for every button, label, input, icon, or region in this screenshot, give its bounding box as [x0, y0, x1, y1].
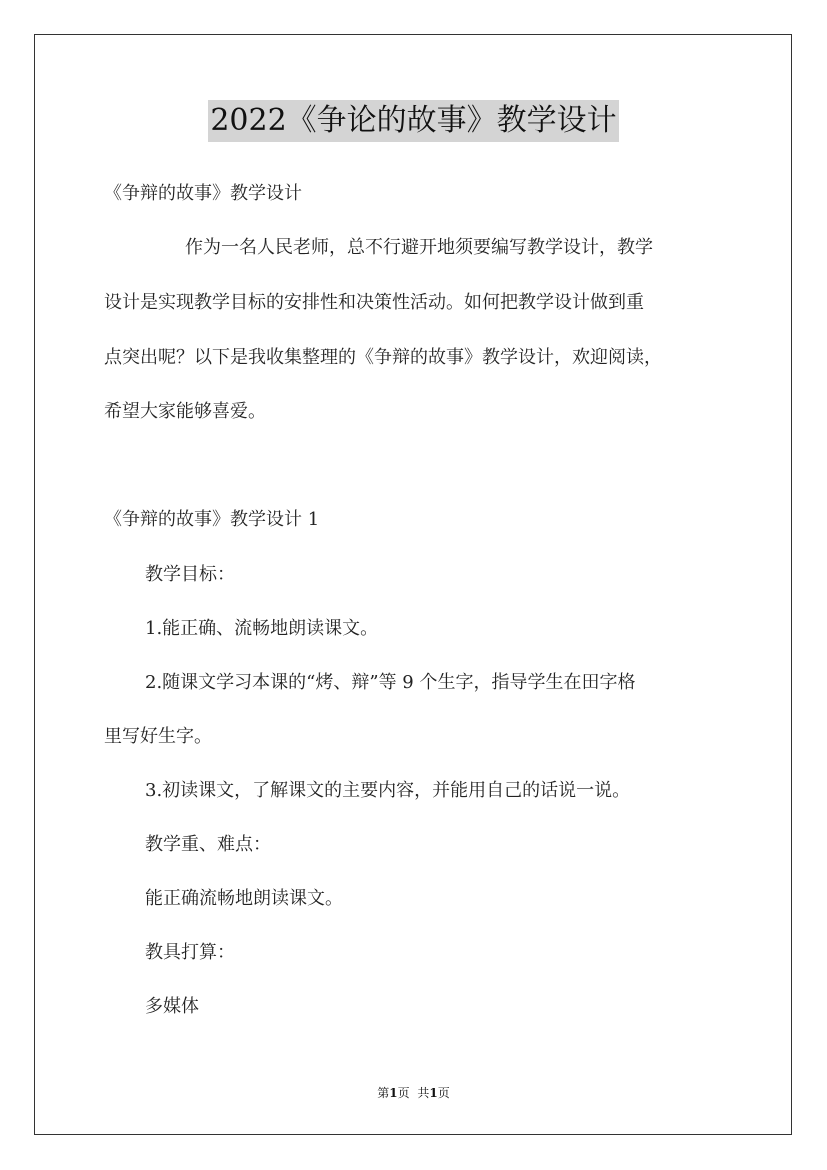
- intro-line-4: 希望大家能够喜爱。: [104, 401, 266, 422]
- intro-line-2: 设计是实现教学目标的安排性和决策性活动。如何把教学设计做到重: [104, 292, 644, 313]
- document-subtitle: 《争辩的故事》教学设计: [104, 183, 302, 204]
- title-container: [0, 100, 827, 142]
- footer-total-pages: 1: [429, 1086, 438, 1100]
- body-line-tools: 多媒体: [145, 996, 199, 1017]
- intro-line-1: 作为一名人民老师，总不行避开地须要编写教学设计，教学: [185, 237, 653, 258]
- body-line-key-points: 能正确流畅地朗读课文。: [145, 888, 343, 909]
- footer-page-suffix: 页: [397, 1086, 410, 1100]
- footer-page-current: 1: [389, 1086, 398, 1100]
- body-line-key-points-heading: 教学重、难点：: [145, 834, 271, 855]
- page-footer: [0, 1085, 827, 1101]
- body-line-objectives-heading: 教学目标：: [145, 564, 235, 585]
- body-line-objective-2: 2.随课文学习本课的“烤、辩”等 9 个生字，指导学生在田字格: [145, 672, 636, 693]
- body-line-tools-heading: 教具打算：: [145, 942, 235, 963]
- body-line-objective-3: 3.初读课文，了解课文的主要内容，并能用自己的话说一说。: [145, 780, 631, 801]
- document-title: 2022《争论的故事》教学设计: [208, 100, 618, 142]
- footer-total-suffix: 页: [437, 1086, 450, 1100]
- section-title: 《争辩的故事》教学设计 1: [104, 509, 320, 530]
- footer-page-prefix: 第: [377, 1086, 390, 1100]
- body-line-objective-2-cont: 里写好生字。: [104, 726, 212, 747]
- intro-line-3: 点突出呢？以下是我收集整理的《争辩的故事》教学设计，欢迎阅读，: [104, 347, 662, 368]
- footer-total-prefix: 共: [417, 1086, 430, 1100]
- body-line-objective-1: 1.能正确、流畅地朗读课文。: [145, 618, 379, 639]
